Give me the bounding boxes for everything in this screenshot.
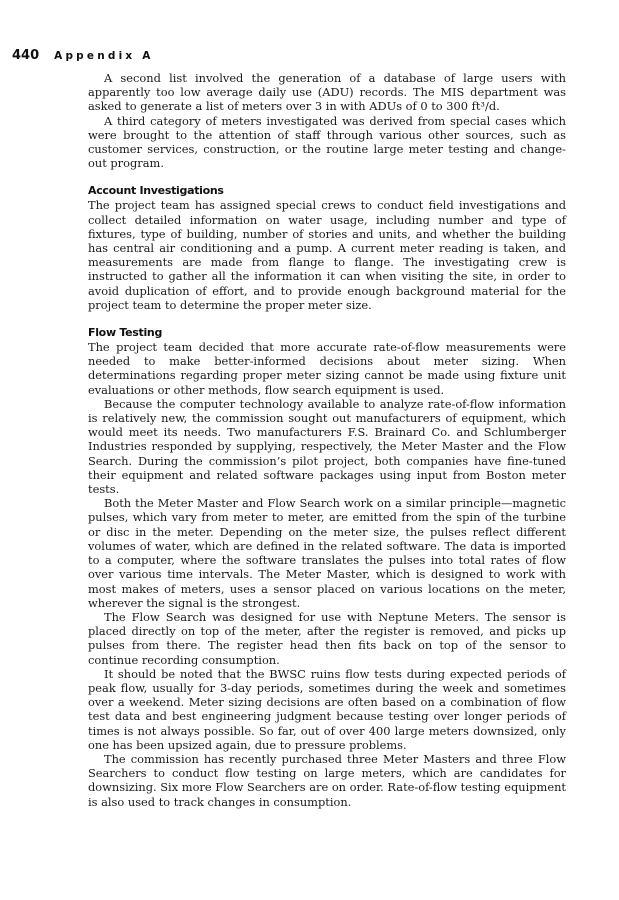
body-text xyxy=(88,71,566,809)
paragraph: It should be noted that the BWSC ruins flow tests during expected periods of peak flow, usually for 3-day periods, sometimes during the week and sometimes over a weekend. Meter sizing decisions are often based on a combination of flow test data and best engineering judgment because testing over longer periods of times is not always possible. So far, out of over 400 large meters downsized, only one has been upsized again, due to pressure problems. xyxy=(88,666,566,752)
section-heading-flow-testing: Flow Testing xyxy=(88,326,163,340)
section-heading-account-investigations: Account Investigations xyxy=(88,184,224,198)
section-title: Appendix A xyxy=(54,50,154,62)
paragraph: The commission has recently purchased three Meter Masters and three Flow Searchers to conduct flow testing on large meters, which are candidates for downsizing. Six more Flow Searchers are on order. Rate-of-flow testing equipment is also used to track changes in consumption. xyxy=(88,751,566,809)
paragraph: Both the Meter Master and Flow Search work on a similar principle—magnetic pulses, which vary from meter to meter, are emitted from the spin of the turbine or disc in the meter. Depending on the meter size, the pulses reflect different volumes of water, which are defined in the related software. The data is imported to a computer, where the software translates the pulses into total rates of flow over various time intervals. The Meter Master, which is designed to work with most makes of meters, uses a sensor placed on various locations on the meter, wherever the signal is the strongest. xyxy=(88,496,566,610)
paragraph: The Flow Search was designed for use with Neptune Meters. The sensor is placed directly on top of the meter, after the register is removed, and picks up pulses from there. The register head then fits back on top of the sensor to continue recording consumption. xyxy=(88,609,566,667)
paragraph: Because the computer technology available to analyze rate-of-flow information is relatively new, the commission sought out manufacturers of equipment, which would meet its needs. Two manufacturers F.S. Brainard Co. and Schlumberger Industries responded by supplying, respectively, the Meter Master and the Flow Search. During the commission’s pilot project, both companies have fine-tuned their equipment and related software packages using input from Boston meter tests. xyxy=(88,396,566,497)
paragraph: A second list involved the generation of a database of large users with apparently too low average daily use (ADU) records. The MIS department was asked to generate a list of meters over 3 in with ADUs of 0 to 300 ft³/d. xyxy=(88,71,566,114)
paragraph: The project team has assigned special crews to conduct field investigations and collect detailed information on water usage, including number and type of fixtures, type of building, number of stories and units, and whether the building has central air conditioning and a pump. A current meter reading is taken, and measurements are made from flange to flange. The investigating crew is instructed to gather all the information it can when visiting the site, in order to avoid duplication of effort, and to provide enough background material for the project team to determine the proper meter size. xyxy=(88,198,566,312)
running-head xyxy=(12,44,154,63)
paragraph: A third category of meters investigated was derived from special cases which were brought to the attention of staff through various other sources, such as customer services, construction, or the routine large meter testing and change-out program. xyxy=(88,113,566,171)
page-number: 440 xyxy=(12,48,40,63)
paragraph: The project team decided that more accurate rate-of-flow measurements were needed to make better-informed decisions about meter sizing. When determinations regarding proper meter sizing cannot be made using fixture unit evaluations or other methods, flow search equipment is used. xyxy=(88,340,566,397)
